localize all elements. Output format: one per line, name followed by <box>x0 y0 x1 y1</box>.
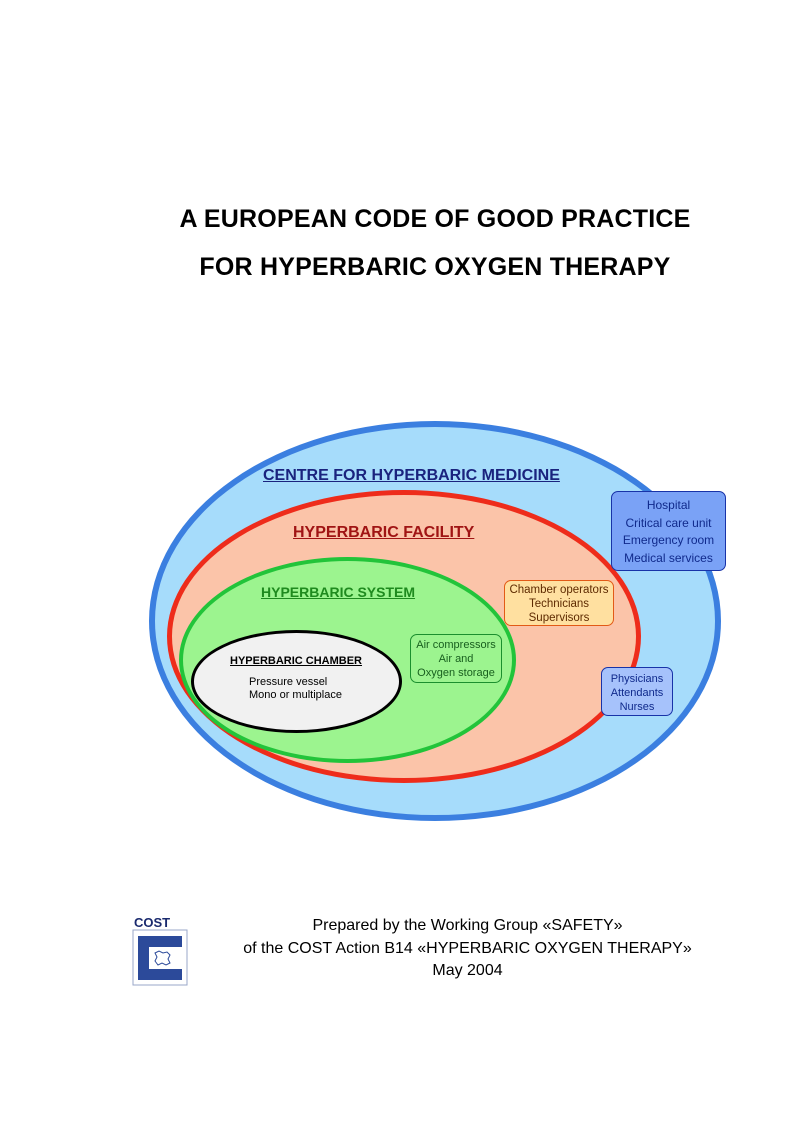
cost-logo <box>132 916 188 986</box>
hospital-box <box>611 491 726 571</box>
system-label: HYPERBARIC SYSTEM <box>261 584 416 600</box>
footer-line-3: May 2004 <box>432 962 503 979</box>
operators-box <box>504 580 614 626</box>
compressors-box <box>410 634 502 683</box>
footer-line-1: Prepared by the Working Group «SAFETY» <box>312 917 623 934</box>
operators-box-line: Supervisors <box>528 612 590 624</box>
chamber-line: Mono or multiplace <box>249 689 342 701</box>
footer-line-2: of the COST Action B14 «HYPERBARIC OXYGEN THERAPY» <box>243 940 692 957</box>
compressors-box-line: Air and <box>438 653 474 665</box>
physicians-box-line: Attendants <box>610 687 664 699</box>
chamber-line: Pressure vessel <box>249 676 328 688</box>
physicians-box-line: Physicians <box>610 673 664 685</box>
operators-box-line: Chamber operators <box>509 584 609 596</box>
cost-logo-text: COST <box>134 916 171 930</box>
compressors-box-line: Air compressors <box>416 639 496 651</box>
title-line-2: FOR HYPERBARIC OXYGEN THERAPY <box>199 253 671 281</box>
hospital-box-line: Emergency room <box>622 533 715 547</box>
operators-box-line: Technicians <box>528 598 590 610</box>
title-line-1: A EUROPEAN CODE OF GOOD PRACTICE <box>179 205 691 233</box>
hospital-box-line: Critical care unit <box>625 515 712 530</box>
hospital-box-line: Medical services <box>624 550 713 565</box>
physicians-box <box>601 667 673 716</box>
physicians-box-line: Nurses <box>619 701 655 713</box>
compressors-box-line: Oxygen storage <box>417 667 495 679</box>
chamber-label: HYPERBARIC CHAMBER <box>230 655 363 667</box>
centre-label: CENTRE FOR HYPERBARIC MEDICINE <box>263 467 560 484</box>
facility-label: HYPERBARIC FACILITY <box>293 524 475 541</box>
hospital-box-line: Hospital <box>646 498 691 512</box>
